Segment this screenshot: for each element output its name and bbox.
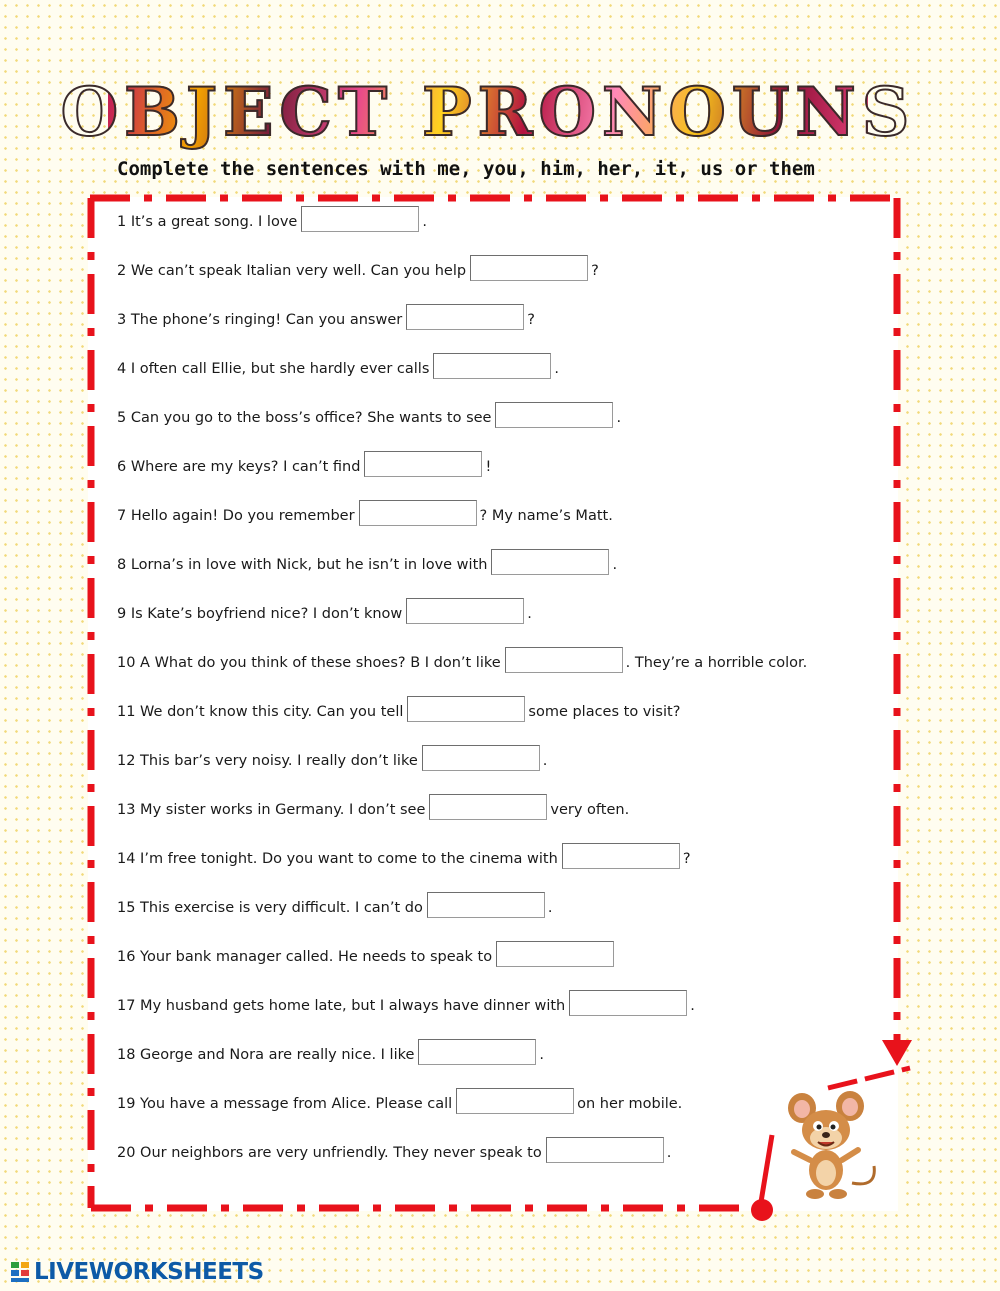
answer-input-19[interactable] (456, 1088, 574, 1114)
footer-brand (10, 1258, 264, 1286)
question-suffix: . (690, 998, 695, 1014)
question-text: 9 Is Kate’s boyfriend nice? I don’t know (117, 606, 403, 622)
question-13 (117, 792, 629, 820)
question-11 (117, 694, 680, 722)
question-text: 2 We can’t speak Italian very well. Can you help (117, 263, 467, 279)
question-6 (117, 449, 491, 477)
question-1 (117, 204, 427, 232)
question-text: 5 Can you go to the boss’s office? She wants to see (117, 410, 492, 426)
answer-input-6[interactable] (364, 451, 482, 477)
answer-input-1[interactable] (301, 206, 419, 232)
question-suffix: . (539, 1047, 545, 1063)
liveworksheets-logo-icon (10, 1260, 30, 1284)
question-17 (117, 988, 695, 1016)
answer-input-3[interactable] (406, 304, 524, 330)
question-suffix: ? My name’s Matt. (479, 508, 613, 524)
question-19 (117, 1086, 682, 1114)
answer-input-4[interactable] (433, 353, 551, 379)
answer-input-5[interactable] (495, 402, 613, 428)
answer-input-10[interactable] (505, 647, 623, 673)
cartoon-mouse-icon (782, 1088, 882, 1208)
question-10 (117, 645, 807, 673)
question-text: 10 A What do you think of these shoes? B I don’t like (117, 655, 501, 671)
answer-input-14[interactable] (562, 843, 680, 869)
question-15 (117, 890, 552, 918)
question-7 (117, 498, 613, 526)
answer-input-8[interactable] (491, 549, 609, 575)
question-9 (117, 596, 532, 624)
question-text: 14 I’m free tonight. Do you want to come to the cinema with (117, 851, 558, 867)
question-suffix: . (542, 753, 548, 769)
question-suffix: some places to visit? (528, 704, 681, 720)
question-suffix: ! (485, 459, 492, 475)
answer-input-16[interactable] (496, 941, 614, 967)
question-2 (117, 253, 599, 281)
answer-input-7[interactable] (359, 500, 477, 526)
question-text: 4 I often call Ellie, but she hardly ever calls (117, 361, 430, 377)
question-text: 8 Lorna’s in love with Nick, but he isn’t in love with (117, 557, 488, 573)
question-suffix: ? (682, 851, 691, 867)
question-3 (117, 302, 535, 330)
answer-input-20[interactable] (546, 1137, 664, 1163)
question-14 (117, 841, 691, 869)
question-text: 17 My husband gets home late, but I always have dinner with (117, 998, 566, 1014)
question-20 (117, 1135, 671, 1163)
instruction-text: Complete the sentences with me, you, him, her, it, us or them (117, 158, 815, 180)
question-text: 15 This exercise is very difficult. I can’t do (117, 900, 423, 916)
question-text: 19 You have a message from Alice. Please call (117, 1096, 453, 1112)
brand-name: LIVEWORKSHEETS (34, 1259, 264, 1285)
question-text: 6 Where are my keys? I can’t find (117, 459, 361, 475)
question-suffix: very often. (550, 802, 630, 818)
question-suffix: . They’re a horrible color. (625, 655, 808, 671)
question-text: 18 George and Nora are really nice. I like (117, 1047, 415, 1063)
question-suffix: ? (591, 263, 599, 279)
answer-input-13[interactable] (429, 794, 547, 820)
answer-input-15[interactable] (427, 892, 545, 918)
question-18 (117, 1037, 544, 1065)
question-suffix: . (612, 557, 618, 573)
answer-input-18[interactable] (418, 1039, 536, 1065)
question-text: 16 Your bank manager called. He needs to speak to (117, 949, 493, 965)
answer-input-9[interactable] (406, 598, 524, 624)
question-suffix: . (616, 410, 622, 426)
answer-input-2[interactable] (470, 255, 588, 281)
question-suffix: ? (527, 312, 535, 328)
question-text: 3 The phone’s ringing! Can you answer (117, 312, 403, 328)
question-suffix: . (422, 214, 427, 230)
question-text: 13 My sister works in Germany. I don’t see (117, 802, 426, 818)
question-8 (117, 547, 617, 575)
answer-input-17[interactable] (569, 990, 687, 1016)
question-text: 7 Hello again! Do you remember (117, 508, 355, 524)
question-text: 12 This bar’s very noisy. I really don’t like (117, 753, 418, 769)
question-text: 1 It’s a great song. I love (117, 214, 298, 230)
question-4 (117, 351, 559, 379)
question-16 (117, 939, 617, 967)
question-5 (117, 400, 621, 428)
question-suffix: . (666, 1145, 672, 1161)
question-text: 11 We don’t know this city. Can you tell (117, 704, 404, 720)
answer-input-12[interactable] (422, 745, 540, 771)
question-suffix: . (547, 900, 553, 916)
worksheet-title: OBJECT PRONOUNS (60, 73, 916, 151)
question-12 (117, 743, 547, 771)
question-suffix: on her mobile. (577, 1096, 683, 1112)
question-text: 20 Our neighbors are very unfriendly. They never speak to (117, 1145, 542, 1161)
answer-input-11[interactable] (407, 696, 525, 722)
question-suffix: . (527, 606, 532, 622)
question-suffix: . (554, 361, 559, 377)
